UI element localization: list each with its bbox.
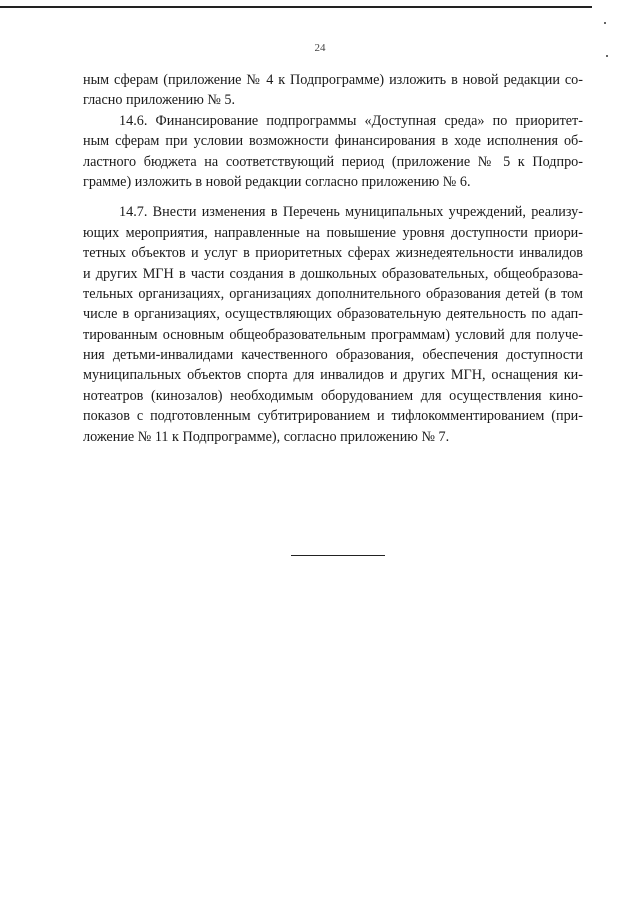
text-line: нотеатров (кинозалов) необходимым оборудованием для осуществления кино-: [83, 387, 583, 404]
text-line: грамме) изложить в новой редакции согласно приложению № 6.: [83, 173, 471, 190]
paragraph-14-7: [83, 202, 583, 447]
document-body: [83, 70, 583, 447]
text-line: 14.6. Финансирование подпрограммы «Доступная среда» по приоритет-: [119, 112, 583, 129]
text-line: и других МГН в части создания в дошкольных образовательных, общеобразова-: [83, 265, 583, 282]
text-line: тированным основным общеобразовательным программам) условий для получе-: [83, 326, 583, 343]
text-line: ластного бюджета на соответствующий период (приложение № 5 к Подпро-: [83, 153, 583, 170]
paragraph-14-6: [83, 111, 583, 193]
text-line: гласно приложению № 5.: [83, 92, 236, 109]
top-border-line: [0, 6, 592, 8]
end-separator-line: [291, 555, 385, 556]
text-line: муниципальных объектов спорта для инвалидов и других МГН, оснащения ки-: [83, 367, 583, 384]
text-line: 14.7. Внести изменения в Перечень муниципальных учреждений, реализу-: [119, 204, 583, 221]
text-line: числе в организациях, осуществляющих образовательную деятельность по адап-: [83, 306, 583, 323]
text-line: ным сферам (приложение № 4 к Подпрограмме) изложить в новой редакции со-: [83, 72, 583, 88]
scan-speck: [606, 55, 608, 57]
paragraph-continuation: [83, 70, 583, 111]
text-line: ния детьми-инвалидами качественного образования, обеспечения доступности: [83, 347, 583, 364]
text-line: ющих мероприятия, направленные на повышение уровня доступности приори-: [83, 224, 583, 241]
page-number: 24: [314, 42, 326, 54]
text-line: тетных объектов и услуг в приоритетных сферах жизнедеятельности инвалидов: [83, 245, 583, 262]
text-line: тельных организациях, организациях дополнительного образования детей (в том: [83, 285, 583, 302]
text-line: показов с подготовленным субтитрированием и тифлокомментированием (при-: [83, 408, 583, 425]
text-line: ложение № 11 к Подпрограмме), согласно приложению № 7.: [83, 428, 450, 445]
scan-speck: [604, 22, 606, 24]
text-line: ным сферам при условии возможности финансирования в ходе исполнения об-: [83, 133, 583, 150]
